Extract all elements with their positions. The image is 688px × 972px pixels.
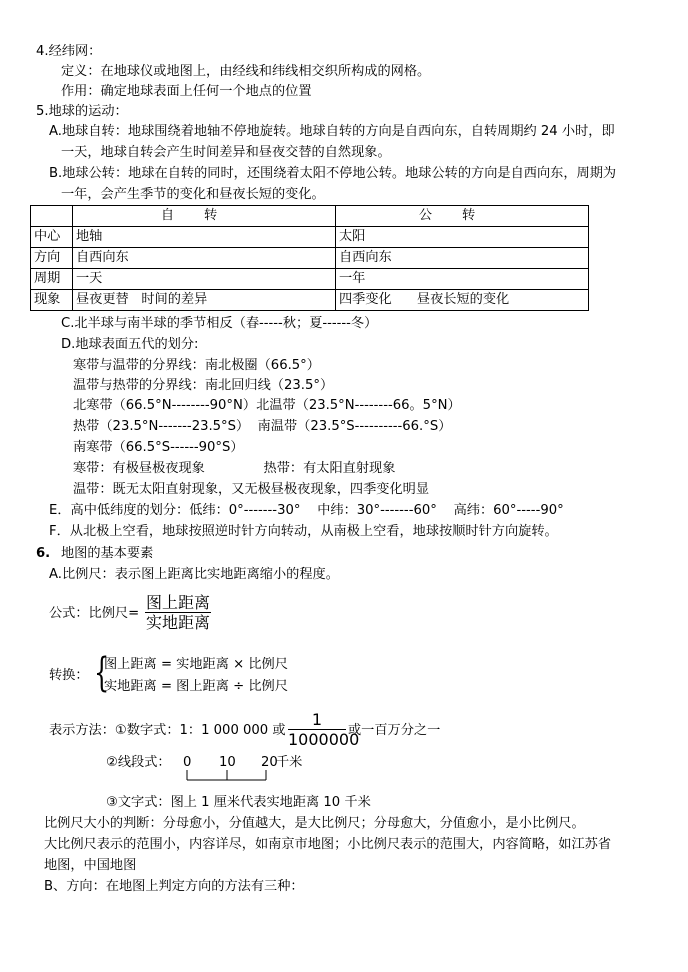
line-tick-label: 20: [261, 755, 278, 770]
scale-definition: A.比例尺：表示图上距离比实地距离缩小的程度。: [49, 567, 339, 582]
five-zones-title: D.地球表面五代的划分:: [61, 337, 199, 352]
line-scale-label: ②线段式：: [106, 755, 171, 770]
formula-fraction: [145, 594, 211, 631]
zone-range-1: 北寒带（66.5°N--------90°N）北温带（23.5°N--------66。5°N）: [73, 398, 461, 413]
table-cell: 一天: [73, 269, 336, 290]
table-row: [31, 290, 589, 311]
table-row: [31, 248, 589, 269]
convert-formula-2: 实地距离 = 图上距离 ÷ 比例尺: [104, 679, 288, 694]
scale-range-1: 大比例尺表示的范围小，内容详尽，如南京市地图；小比例尺表示的范围大，内容简略，如江苏省: [44, 837, 612, 852]
zone-range-2: 热带（23.5°N-------23.5°S） 南温带（23.5°S----------66.°S）: [73, 419, 452, 434]
rotation-view: F．从北极上空看，地球按照逆时针方向转动，从南极上空看，地球按顺时针方向旋转。: [49, 524, 558, 539]
scale-judgement: 比例尺大小的判断：分母愈小，分值越大，是大比例尺；分母愈大，分值愈小，是小比例尺。: [44, 816, 585, 831]
zone-range-3: 南寒带（66.5°S------90°S）: [73, 440, 244, 455]
zone-boundary-1: 寒带与温带的分界线：南北极圈（66.5°）: [73, 358, 320, 373]
text-scale: ③文字式：图上 1 厘米代表实地距离 10 千米: [106, 795, 371, 810]
table-header-row: [31, 206, 589, 227]
express-numerator: 1: [311, 710, 323, 729]
table-cell: 自西向东: [336, 248, 589, 269]
line-scale-bar: [180, 768, 276, 784]
formula-label: 公式：比例尺=: [49, 606, 140, 621]
express-fraction: [288, 710, 360, 749]
graticule-use: 作用：确定地球表面上任何一个地点的位置: [61, 84, 312, 99]
convert-formula-1: 图上距离 = 实地距离 × 比例尺: [104, 657, 288, 672]
convert-label: 转换：: [49, 668, 89, 683]
table-cell: 方向: [31, 248, 73, 269]
table-cell: 地轴: [73, 227, 336, 248]
table-cell: 四季变化 昼夜长短的变化: [336, 290, 589, 311]
table-header-cell: 公转: [336, 206, 589, 227]
latitude-division: E．高中低纬度的划分：低纬：0°-------30° 中纬：30°-------60° 高纬：60°-----90°: [49, 503, 564, 518]
section-4-title: 4.经纬网：: [36, 44, 102, 59]
express-denominator: 1000000: [288, 730, 360, 749]
revolution-line-1: B.地球公转：地球在自转的同时，还围绕着太阳不停地公转。地球公转的方向是自西向东，周期为: [49, 166, 617, 181]
table-cell: 一年: [336, 269, 589, 290]
scale-range-2: 地图，中国地图: [44, 858, 137, 873]
seasons-opposite: C.北半球与南半球的季节相反（春-----秋；夏------冬）: [61, 316, 378, 331]
table-header-cell: 自转: [73, 206, 336, 227]
section-5-title: 5.地球的运动：: [36, 104, 128, 119]
formula-numerator: 图上距离: [145, 593, 210, 612]
table-row: [31, 227, 589, 248]
line-tick-label: 10: [219, 755, 236, 770]
zone-feature-2: 温带：既无太阳直射现象，又无极昼极夜现象，四季变化明显: [73, 482, 430, 497]
rotation-line-2: 一天，地球自转会产生时间差异和昼夜交替的自然现象。: [61, 145, 391, 160]
line-tick-label: 0: [183, 755, 192, 770]
section-6-title: 地图的基本要素: [61, 546, 154, 561]
table-row: [31, 269, 589, 290]
revolution-line-2: 一年，会产生季节的变化和昼夜长短的变化。: [61, 187, 325, 202]
formula-denominator: 实地距离: [145, 613, 210, 632]
section-6-number: 6.: [36, 546, 51, 561]
table-cell: 昼夜更替 时间的差异: [73, 290, 336, 311]
table-cell: 中心: [31, 227, 73, 248]
table-cell: 现象: [31, 290, 73, 311]
zone-boundary-2: 温带与热带的分界线：南北回归线（23.5°）: [73, 378, 334, 393]
table-cell: 周期: [31, 269, 73, 290]
table-cell: 自西向东: [73, 248, 336, 269]
rotation-line-1: A.地球自转：地球围绕着地轴不停地旋转。地球自转的方向是自西向东，自转周期约 24 小时，即: [49, 124, 615, 139]
table-cell: 太阳: [336, 227, 589, 248]
line-unit-label: 千米: [276, 755, 303, 770]
motion-comparison-table: [30, 205, 589, 311]
zone-feature-1: 寒带：有极昼极夜现象 热带：有太阳直射现象: [73, 461, 396, 476]
brace-icon: {: [94, 650, 110, 696]
express-tail: 或一百万分之一: [348, 723, 441, 738]
express-numeric: 表示方法：①数字式：1：1 000 000 或: [49, 723, 286, 738]
direction-title: B、方向：在地图上判定方向的方法有三种：: [44, 879, 304, 894]
graticule-definition: 定义：在地球仪或地图上，由经线和纬线相交织所构成的网格。: [61, 64, 431, 79]
table-header-cell: [31, 206, 73, 227]
